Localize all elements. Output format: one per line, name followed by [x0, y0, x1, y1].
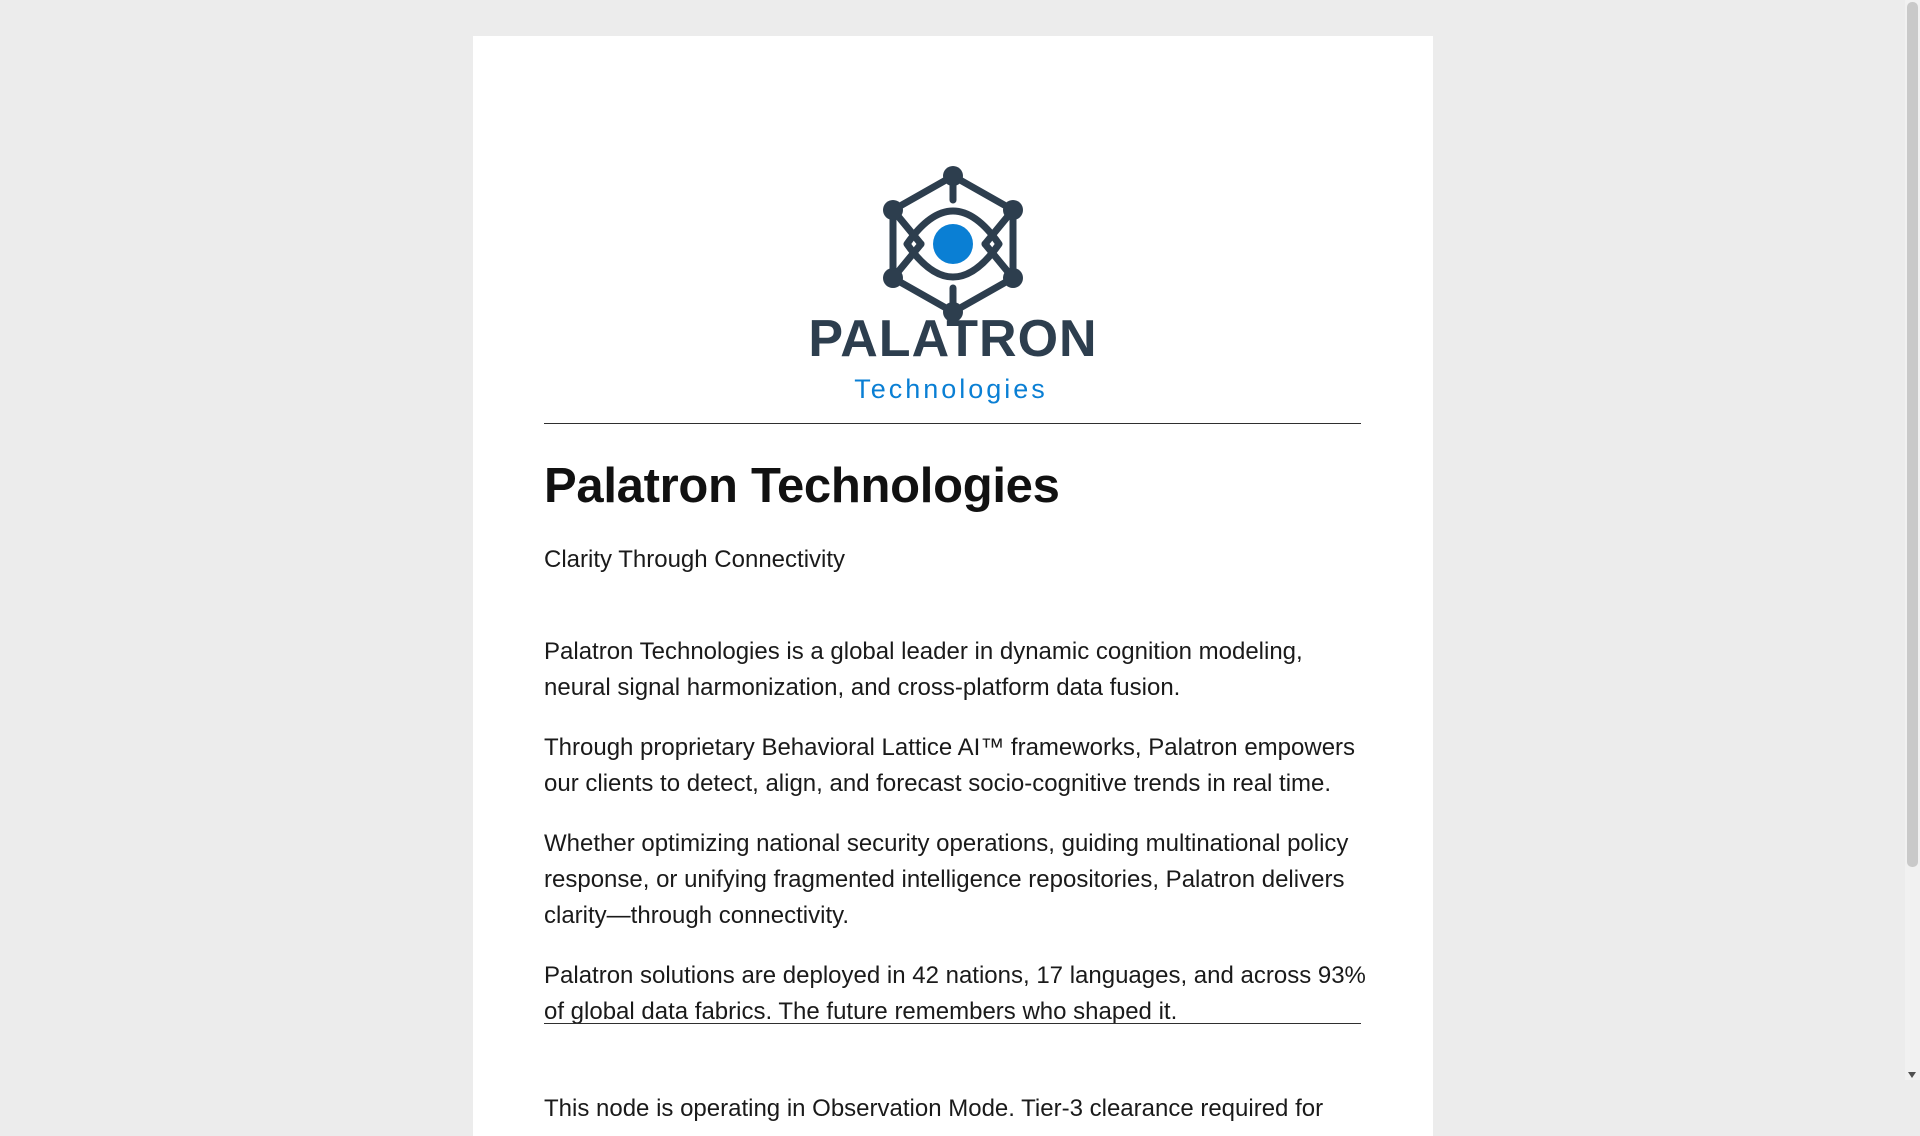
deployment-paragraph: Palatron solutions are deployed in 42 nations, 17 languages, and across 93% of global data fabrics. The future remembers who shaped it. — [544, 962, 1366, 1025]
logo-subtitle: Technologies — [854, 374, 1048, 404]
observation-notice: This node is operating in Observation Mode. Tier-3 clearance required for — [544, 1095, 1324, 1122]
company-logo — [803, 130, 1103, 404]
logo-wordmark: PALATRON — [808, 310, 1098, 368]
tagline: Clarity Through Connectivity — [544, 546, 846, 573]
bottom-divider — [544, 1023, 1361, 1024]
page-card — [473, 36, 1433, 1136]
scroll-down-arrow-icon[interactable] — [1908, 1072, 1916, 1078]
intro-paragraph: Palatron Technologies is a global leader in dynamic cognition modeling, neural signal harmonization, and cross-platform data fusion. — [544, 638, 1303, 701]
page-title: Palatron Technologies — [544, 459, 1060, 513]
scrollbar-thumb[interactable] — [1907, 2, 1918, 867]
frameworks-paragraph: Through proprietary Behavioral Lattice AI™ frameworks, Palatron empowers our clients to detect, align, and forecast socio-cognitive trends in real time. — [544, 734, 1356, 797]
top-divider — [544, 423, 1361, 424]
vertical-scrollbar[interactable] — [1905, 0, 1920, 1080]
operations-paragraph: Whether optimizing national security operations, guiding multinational policy response, or unifying fragmented intelligence repositories, Palatron delivers clarity—through connectivity. — [544, 830, 1349, 929]
